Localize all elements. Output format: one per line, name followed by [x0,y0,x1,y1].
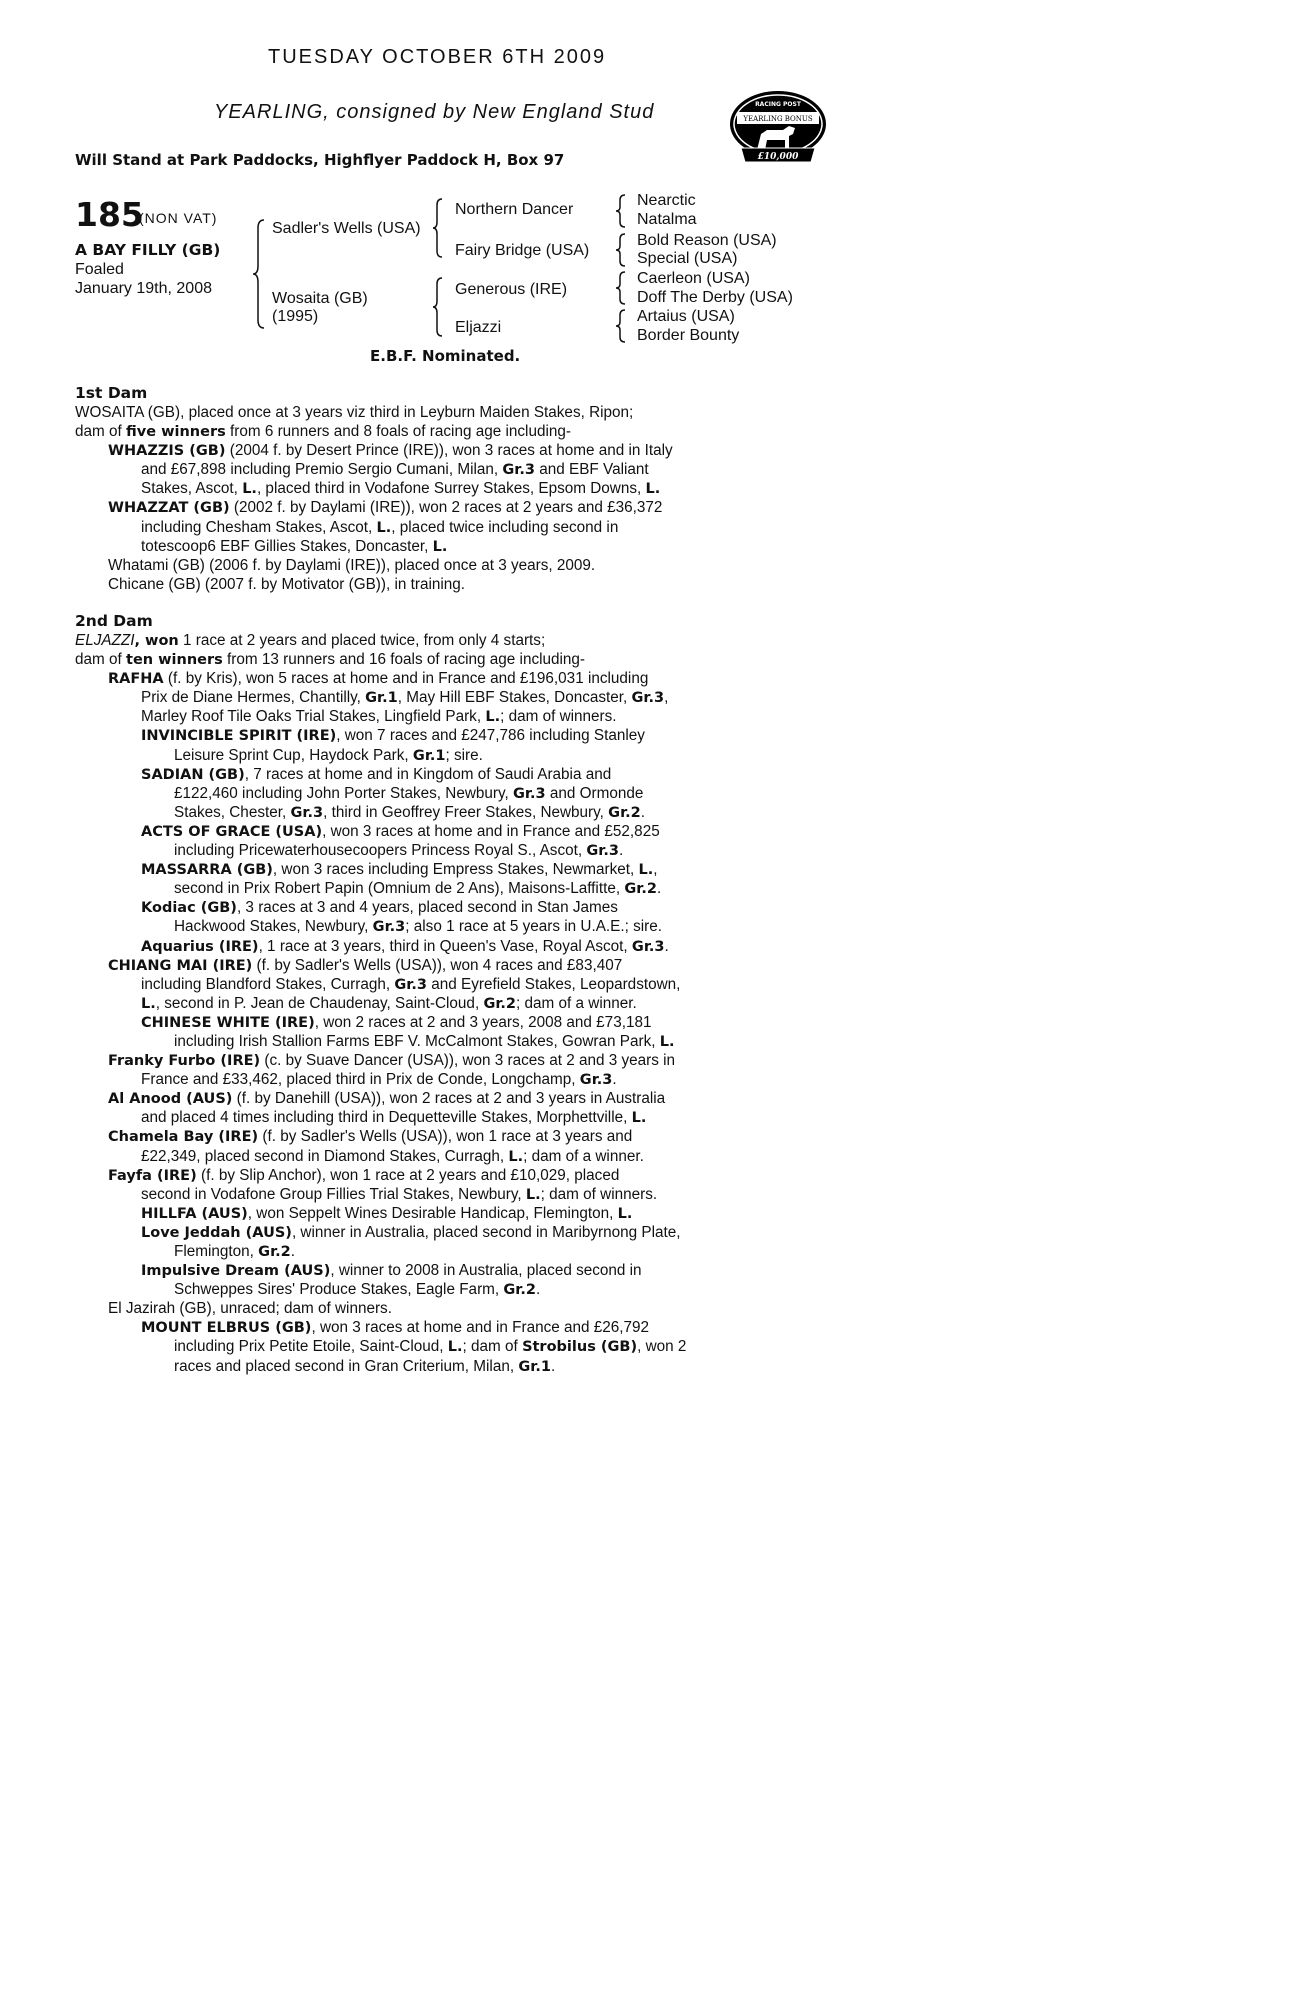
bold-text: Gr.2 [483,995,517,1012]
bold-text: Gr.3 [372,919,406,936]
second-dam-line [75,1013,755,1032]
text-run: , won 3 races including Empress Stakes, Newmarket, [272,861,639,879]
text-run: France and £33,462, placed third in Prix de Conde, Longchamp, [141,1071,580,1089]
bold-text: Gr.3 [579,1072,613,1089]
pedigree-ddd: Border Bounty [637,327,740,344]
text-run: totescoop6 EBF Gillies Stakes, Doncaster, [141,537,433,555]
pedigree-bracket-ds [615,270,629,306]
lot-number: 185 [75,195,144,234]
yearling-bonus-badge [727,90,829,173]
pedigree-dsd: Doff The Derby (USA) [637,289,793,306]
second-dam-line [75,1070,755,1089]
bold-text: L. [141,995,156,1012]
second-dam-line [75,1223,755,1242]
first-dam-line [75,518,755,537]
text-run: , 1 race at 3 years, third in Queen's Vase, Royal Ascot, [258,937,632,955]
bold-text: L. [645,481,661,498]
text-run: , won 7 races and £247,786 including Stanley [336,727,645,745]
second-dam-line [75,746,755,765]
pedigree-bracket-sd [615,232,629,268]
text-run: , won Seppelt Wines Desirable Handicap, Flemington, [247,1204,618,1222]
second-dam-line [75,669,755,688]
bold-text: Love Jeddah (AUS) [141,1224,292,1241]
consignor-line: YEARLING, consigned by New England Stud [214,101,655,123]
text-run: Marley Roof Tile Oaks Trial Stakes, Lingfield Park, [141,708,486,726]
second-dam-line [75,1127,755,1146]
bold-text: Gr.1 [412,747,446,764]
stand-location: Will Stand at Park Paddocks, Highflyer Paddock H, Box 97 [75,151,565,169]
text-run: , won 2 [637,1338,687,1356]
text-run: Hackwood Stakes, Newbury, [174,918,373,936]
bold-text: Gr.3 [502,462,535,479]
second-dam-line [75,937,755,956]
bold-text: L. [432,538,448,555]
second-dam-line [75,1242,755,1261]
text-run: including Irish Stallion Farms EBF V. McCalmont Stakes, Gowran Park, [174,1032,660,1050]
text-run: £22,349, placed second in Diamond Stakes, Curragh, [141,1147,509,1165]
pedigree-ssd: Natalma [637,211,697,228]
second-dam-line [75,879,755,898]
text-run: . [536,1281,541,1299]
second-dam-line [75,707,755,726]
bold-text: Gr.3 [631,690,665,707]
text-run: Flemington, [174,1243,259,1260]
bold-text: CHIANG MAI (IRE) [108,957,253,974]
text-run: Leisure Sprint Cup, Haydock Park, [174,746,413,764]
text-run: including Prix Petite Etoile, Saint-Cloud, [174,1338,448,1356]
bold-text: MASSARRA (GB) [141,862,273,879]
text-run: ELJAZZI [75,632,135,649]
bold-text: Chamela Bay (IRE) [108,1129,259,1146]
bold-text: L. [631,1110,647,1127]
bold-text: Aquarius (IRE) [141,938,259,955]
bold-text: Gr.3 [394,976,427,993]
bold-text: Gr.3 [513,785,546,802]
vat-status: (NON VAT) [139,210,218,226]
badge-top-text: RACING POST [755,101,801,108]
text-run: (f. by Danehill (USA)), won 2 races at 2 and 3 years in Australia [232,1090,666,1108]
second-dam-line [75,1261,755,1280]
second-dam-line [75,688,755,707]
badge-amount-text: £10,000 [757,152,799,162]
second-dam-line [75,860,755,879]
bold-text: Fayfa (IRE) [108,1167,197,1184]
lot-name: A BAY FILLY (GB) [75,241,221,259]
bold-text: Kodiac (GB) [141,900,237,917]
text-run: (f. by Sadler's Wells (USA)), won 4 races and £83,407 [252,956,623,974]
bold-text: Al Anood (AUS) [108,1091,233,1108]
bold-text: Gr.2 [503,1282,536,1299]
text-run: . [612,1071,617,1089]
text-run: and £67,898 including Premio Sergio Cumani, Milan, [141,461,503,479]
foaled-label: Foaled [75,261,124,278]
second-dam-body [75,631,755,1376]
second-dam-line [75,1357,755,1376]
text-run: (f. by Sadler's Wells (USA)), won 1 race at 3 years and [258,1128,633,1146]
text-run: including Chesham Stakes, Ascot, [141,518,377,536]
pedigree-bracket-dd [615,308,629,344]
bold-text: SADIAN (GB) [141,766,245,783]
second-dam-line [75,1185,755,1204]
text-run: . [618,842,624,860]
pedigree-dd: Eljazzi [455,319,502,336]
bold-text: ten winners [126,652,223,669]
first-dam-line [75,479,755,498]
pedigree-dam-year: (1995) [272,308,319,325]
bold-text: L. [447,1339,463,1356]
pedigree-sss: Nearctic [637,192,696,209]
text-run: Stakes, Chester, [174,803,291,821]
second-dam-line [75,1166,755,1185]
bold-text: INVINCIBLE SPIRIT (IRE) [141,728,337,745]
pedigree-dds: Artaius (USA) [637,308,735,325]
pedigree-sd: Fairy Bridge (USA) [455,242,590,259]
first-dam-body [75,403,755,594]
text-run: Prix de Diane Hermes, Chantilly, [141,689,366,707]
text-run: from 6 runners and 8 foals of racing age including- [225,423,571,441]
bold-text: Gr.1 [365,690,398,707]
bold-text: WHAZZIS (GB) [108,443,226,460]
text-run: , won 3 races at home and in France and £52,825 [322,822,660,840]
bold-text: WHAZZAT (GB) [108,500,230,517]
second-dam-line [75,1089,755,1108]
text-run: WOSAITA (GB), placed once at 3 years viz third in Leyburn Maiden Stakes, Ripon; [75,404,634,421]
second-dam-line [75,975,755,994]
second-dam-line [75,1032,755,1051]
second-dam-line [75,898,755,917]
text-run: . [550,1357,556,1375]
second-dam-line [75,726,755,745]
second-dam-title: 2nd Dam [75,612,153,630]
text-run: dam of [75,651,127,669]
foal-date: January 19th, 2008 [75,280,212,297]
text-run: (2004 f. by Desert Prince (IRE)), won 3 races at home and in Italy [225,442,673,460]
second-dam-line [75,1318,755,1337]
text-run: and Eyrefield Stakes, Leopardstown, [427,975,681,993]
text-run: ; dam of a winner. [523,1147,644,1165]
second-dam-line [75,1051,755,1070]
text-run: . [664,937,669,955]
pedigree-sire: Sadler's Wells (USA) [272,220,421,237]
pedigree-ds: Generous (IRE) [455,281,568,298]
bold-text: ACTS OF GRACE (USA) [141,823,323,840]
first-dam-line [75,460,755,479]
pedigree-bracket-main [252,218,268,330]
second-dam-line [75,956,755,975]
text-run: , [664,689,669,707]
second-dam-line [75,1337,755,1356]
text-run: , second in P. Jean de Chaudenay, Saint-Cloud, [155,994,484,1012]
text-run: Chicane (GB) (2007 f. by Motivator (GB)), in training. [108,575,466,593]
bold-text: CHINESE WHITE (IRE) [141,1014,315,1031]
text-run: races and placed second in Gran Criterium, Milan, [174,1357,519,1375]
first-dam-line [75,537,755,556]
text-run: £122,460 including John Porter Stakes, Newbury, [174,784,513,802]
bold-text: Gr.3 [586,843,619,860]
bold-text: five winners [126,424,226,441]
second-dam-line [75,631,755,650]
bold-text: L. [659,1033,675,1050]
text-run: , won 3 races at home and in France and £26,792 [311,1319,650,1337]
pedigree-bracket-sire [432,197,446,259]
text-run: , May Hill EBF Stakes, Doncaster, [397,689,632,707]
text-run: , 7 races at home and in Kingdom of Saudi Arabia and [244,765,612,783]
second-dam-line [75,1204,755,1223]
text-run: El Jazirah (GB), unraced; dam of winners. [108,1300,392,1318]
second-dam-line [75,784,755,803]
first-dam-line [75,441,755,460]
bold-text: L. [242,481,257,498]
text-run: ; also 1 race at 5 years in U.A.E.; sire. [405,918,663,936]
first-dam-line [75,556,755,575]
text-run: 1 race at 2 years and placed twice, from only 4 starts; [178,632,546,649]
bold-text: Gr.1 [518,1358,551,1375]
text-run: , 3 races at 3 and 4 years, placed second in Stan James [236,899,618,917]
text-run: , [653,861,658,879]
second-dam-line [75,841,755,860]
text-run: second in Prix Robert Papin (Omnium de 2 Ans), Maisons-Laffitte, [174,880,625,898]
second-dam-line [75,650,755,669]
text-run: (f. by Slip Anchor), won 1 race at 2 years and £10,029, placed [196,1166,620,1184]
text-run: dam of [75,423,127,441]
first-dam-line [75,575,755,594]
text-run: Stakes, Ascot, [141,480,243,498]
second-dam-line [75,917,755,936]
bold-text: RAFHA [108,671,164,688]
text-run: (2002 f. by Daylami (IRE)), won 2 races at 2 years and £36,372 [229,499,663,517]
text-run: , won 2 races at 2 and 3 years, 2008 and £73,181 [314,1013,652,1031]
text-run: ; sire. [445,746,483,764]
text-run: ; dam of winners. [540,1185,658,1203]
text-run: . [656,880,662,898]
text-run: and placed 4 times including third in Dequetteville Stakes, Morphettville, [141,1109,632,1127]
text-run: ; dam of a winner. [516,994,637,1012]
text-run: including Blandford Stakes, Curragh, [141,975,395,993]
text-run: , third in Geoffrey Freer Stakes, Newbury, [323,803,609,821]
text-run: and EBF Valiant [534,461,649,479]
bold-text: L. [376,519,392,536]
text-run: (f. by Kris), won 5 races at home and in France and £196,031 including [163,670,649,688]
text-run: , placed third in Vodafone Surrey Stakes, Epsom Downs, [256,480,646,498]
pedigree-ss: Northern Dancer [455,201,574,218]
text-run: second in Vodafone Group Fillies Trial Stakes, Newbury, [141,1185,526,1203]
text-run: , winner in Australia, placed second in Maribyrnong Plate, [291,1223,681,1241]
pedigree-bracket-ss [615,193,629,229]
text-run: ; dam of winners. [500,708,617,726]
bold-text: Impulsive Dream (AUS) [141,1263,331,1280]
text-run: . [290,1243,296,1260]
bold-text: , won [134,633,179,649]
second-dam-line [75,803,755,822]
second-dam-line [75,1280,755,1299]
second-dam-line [75,1108,755,1127]
second-dam-line [75,1147,755,1166]
text-run: including Pricewaterhousecoopers Princess Royal S., Ascot, [174,842,587,860]
text-run: ; dam of [462,1338,523,1356]
bold-text: Gr.3 [631,938,665,955]
badge-middle-text: YEARLING BONUS [743,115,813,123]
ebf-nominated: E.B.F. Nominated. [370,347,521,365]
second-dam-line [75,765,755,784]
bold-text: Gr.2 [258,1244,291,1260]
second-dam-line [75,822,755,841]
text-run: Whatami (GB) (2006 f. by Daylami (IRE)), placed once at 3 years, 2009. [108,556,596,574]
text-run: (c. by Suave Dancer (USA)), won 3 races at 2 and 3 years in [260,1052,676,1070]
pedigree-dam: Wosaita (GB) [272,290,368,307]
text-run: and Ormonde [545,784,644,802]
pedigree-bracket-dam [432,276,446,338]
bold-text: Franky Furbo (IRE) [108,1053,261,1070]
first-dam-title: 1st Dam [75,384,148,402]
text-run: , placed twice including second in [391,518,619,536]
pedigree-sds: Bold Reason (USA) [637,232,777,249]
bold-text: Gr.2 [608,804,641,821]
bold-text: Gr.3 [290,804,324,821]
bold-text: L. [508,1148,524,1165]
bold-text: HILLFA (AUS) [141,1205,248,1222]
text-run: . [640,803,646,821]
text-run: , winner to 2008 in Australia, placed second in [330,1262,642,1280]
first-dam-line [75,422,755,441]
bold-text: L. [638,862,654,879]
first-dam-line [75,403,755,422]
pedigree-sdd: Special (USA) [637,250,738,267]
yearling-bonus-logo [727,90,829,168]
bold-text: L. [485,709,501,726]
sale-date: TUESDAY OCTOBER 6TH 2009 [268,46,607,68]
pedigree-dss: Caerleon (USA) [637,270,750,287]
second-dam-line [75,1299,755,1318]
bold-text: Strobilus (GB) [522,1339,638,1356]
bold-text: L. [525,1186,541,1203]
bold-text: MOUNT ELBRUS (GB) [141,1320,312,1337]
text-run: from 13 runners and 16 foals of racing age including- [222,651,586,669]
text-run: Schweppes Sires' Produce Stakes, Eagle Farm, [174,1281,504,1299]
first-dam-line [75,498,755,517]
bold-text: L. [617,1205,633,1222]
second-dam-line [75,994,755,1013]
bold-text: Gr.2 [624,881,657,898]
